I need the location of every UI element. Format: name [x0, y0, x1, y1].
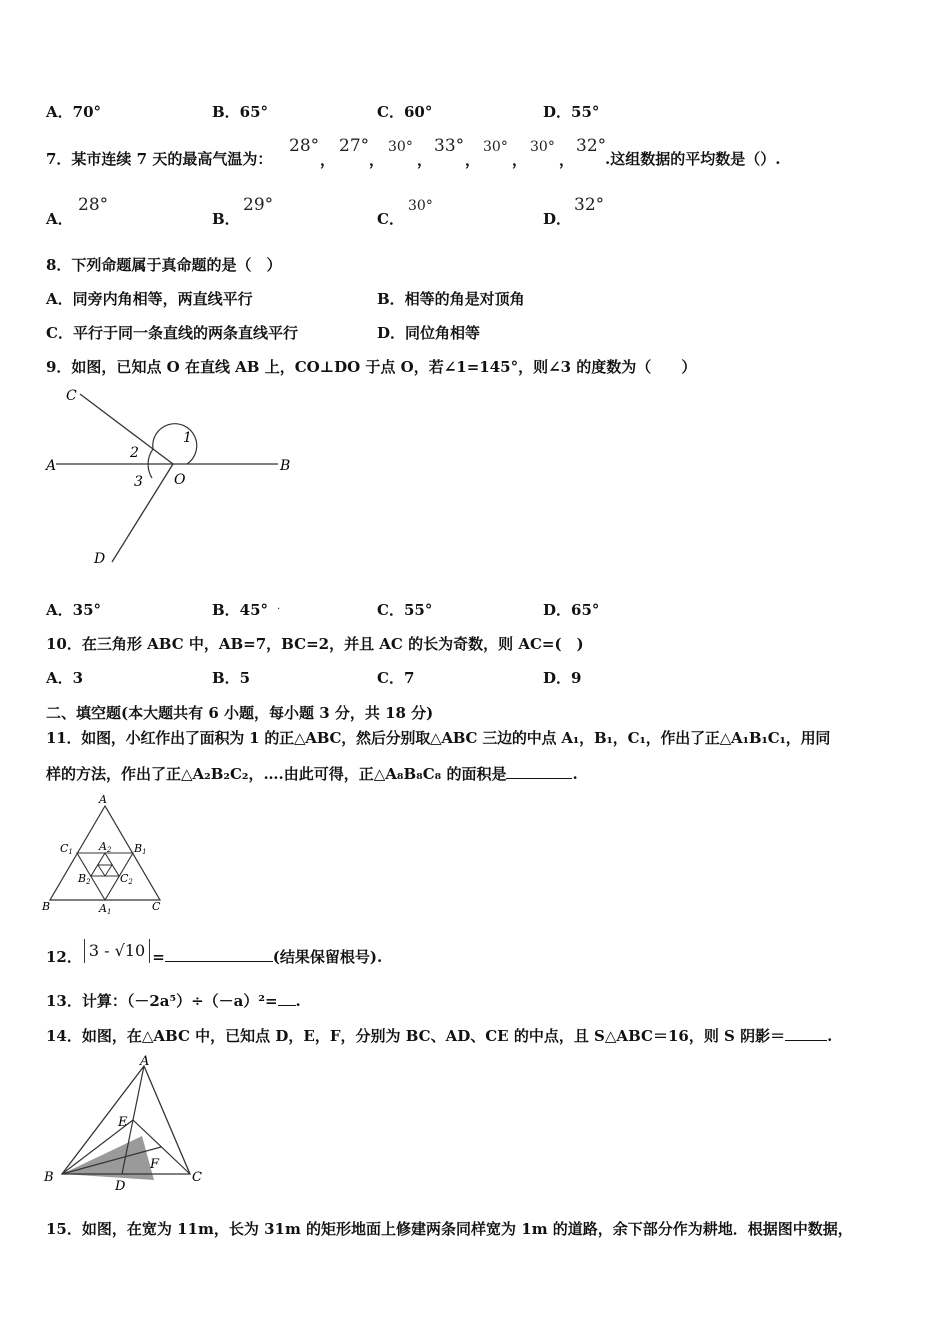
q7-comma-6: ，: [559, 151, 575, 169]
triangle-a3b3c3: [98, 865, 112, 876]
label-c: C: [152, 900, 161, 913]
label-a: A: [46, 458, 57, 474]
label-b: B: [44, 1170, 54, 1185]
label-a2: A2: [99, 840, 112, 854]
label-f: F: [150, 1157, 160, 1172]
label-angle-2: 2: [130, 445, 139, 461]
q10-option-c: C．7: [377, 669, 415, 687]
q10-option-b: B．5: [212, 669, 251, 687]
q12-abs-expression: 3 - √10: [84, 939, 150, 963]
q14-figure: [40, 1054, 210, 1194]
label-d: D: [94, 551, 106, 567]
q12-suffix: (结果保留根号).: [272, 948, 383, 966]
q12-num: 12．: [46, 948, 82, 966]
q9-figure: [40, 382, 310, 577]
q7-temp-2: 27°: [339, 136, 370, 156]
label-c: C: [66, 388, 77, 404]
q6-option-b: B．65°: [212, 103, 269, 121]
q7-comma-4: ，: [465, 151, 481, 169]
q14-answer-blank[interactable]: [785, 1026, 827, 1041]
q9-option-d: D．65°: [543, 601, 600, 619]
q12-line: [46, 941, 383, 969]
q12-equals: =: [152, 948, 165, 966]
q7-option-c-letter: C．: [377, 210, 404, 228]
label-c2: C2: [120, 872, 133, 886]
q7-comma-3: ，: [417, 151, 433, 169]
label-angle-1: 1: [183, 430, 192, 446]
label-b: B: [280, 458, 291, 474]
q7-temp-6: 30°: [530, 139, 555, 155]
q10-option-a: A．3: [46, 669, 84, 687]
q8-option-b: B．相等的角是对顶角: [377, 290, 525, 308]
q11-line1: 11．如图，小红作出了面积为 1 的正△ABC，然后分别取△ABC 三边的中点 A₁，B₁，C₁，作出了正△A₁B₁C₁，用同: [46, 729, 831, 747]
q7-stem-suffix: .这组数据的平均数是（）.: [605, 150, 781, 168]
q12-answer-blank[interactable]: [165, 947, 273, 962]
q7-option-a-letter: A．: [46, 210, 73, 228]
label-angle-3: 3: [134, 474, 143, 490]
label-d: D: [115, 1179, 126, 1194]
q13-tail: .: [295, 992, 301, 1010]
q11-line2-prefix: 样的方法，作出了正△A₂B₂C₂，….由此可得，正△A₈B₈C₈ 的面积是: [46, 765, 507, 783]
q9-option-c: C．55°: [377, 601, 433, 619]
q7-temp-1: 28°: [289, 136, 320, 156]
q7-temp-5: 30°: [483, 139, 508, 155]
q11-answer-blank[interactable]: [506, 764, 572, 779]
q14-tail: .: [827, 1027, 833, 1045]
q7-option-b-value: 29°: [243, 195, 274, 215]
label-b1: B1: [134, 842, 147, 856]
q13-line: [46, 991, 301, 1011]
q9-stray-mark: ·: [277, 604, 281, 615]
q15-stem: 15．如图，在宽为 11m，长为 31m 的矩形地面上修建两条同样宽为 1m 的道路，余下部分作为耕地．根据图中数据，: [46, 1220, 853, 1238]
q8-option-a: A．同旁内角相等，两直线平行: [46, 290, 253, 308]
q6-option-d: D．55°: [543, 103, 600, 121]
q7-option-b-letter: B．: [212, 210, 240, 228]
q7-comma-1: ，: [320, 151, 336, 169]
label-b: B: [42, 900, 51, 913]
label-a1: A1: [99, 902, 112, 914]
q7-temp-7: 32°: [576, 136, 607, 156]
q6-option-a: A．70°: [46, 103, 102, 121]
q10-stem: 10．在三角形 ABC 中，AB=7，BC=2，并且 AC 的长为奇数，则 AC=( ): [46, 635, 584, 653]
q9-stem: 9．如图，已知点 O 在直线 AB 上，CO⊥DO 于点 O，若∠1=145°，则∠3 的度数为（ ）: [46, 358, 697, 376]
ray-oc: [80, 394, 173, 464]
q7-temp-3: 30°: [388, 139, 413, 155]
label-a: A: [140, 1054, 150, 1069]
q7-temp-4: 33°: [434, 136, 465, 156]
section2-heading: 二、填空题(本大题共有 6 小题，每小题 3 分，共 18 分): [46, 704, 434, 722]
q7-option-d-value: 32°: [574, 195, 605, 215]
label-c: C: [192, 1170, 202, 1185]
label-a: A: [99, 793, 107, 806]
label-e: E: [118, 1115, 128, 1130]
q8-stem: 8．下列命题属于真命题的是（ ）: [46, 256, 282, 274]
q7-comma-5: ，: [512, 151, 528, 169]
label-b2: B2: [78, 872, 91, 886]
label-o: O: [174, 472, 186, 488]
q7-option-d-letter: D．: [543, 210, 572, 228]
q8-option-c: C．平行于同一条直线的两条直线平行: [46, 324, 298, 342]
q6-option-c: C．60°: [377, 103, 433, 121]
label-c1: C1: [60, 842, 73, 856]
q7-option-a-value: 28°: [78, 195, 109, 215]
q8-option-d: D．同位角相等: [377, 324, 481, 342]
q11-line2: [46, 764, 578, 784]
q11-figure: [40, 792, 175, 914]
q10-option-d: D．9: [543, 669, 582, 687]
q13-answer-blank[interactable]: [278, 991, 296, 1006]
q7-option-c-value: 30°: [408, 198, 433, 214]
q9-option-b: B．45°: [212, 601, 269, 619]
q11-line2-suffix: .: [572, 765, 578, 783]
q7-comma-2: ，: [369, 151, 385, 169]
q7-stem-prefix: 7．某市连续 7 天的最高气温为：: [46, 150, 273, 168]
q9-option-a: A．35°: [46, 601, 102, 619]
q14-line: [46, 1026, 832, 1046]
q13-text: 13．计算：（－2a⁵）÷（－a）²=: [46, 992, 278, 1010]
q14-text: 14．如图，在△ABC 中，已知点 D，E，F，分别为 BC、AD、CE 的中点，且 S△ABC＝16，则 S 阴影＝: [46, 1027, 786, 1045]
